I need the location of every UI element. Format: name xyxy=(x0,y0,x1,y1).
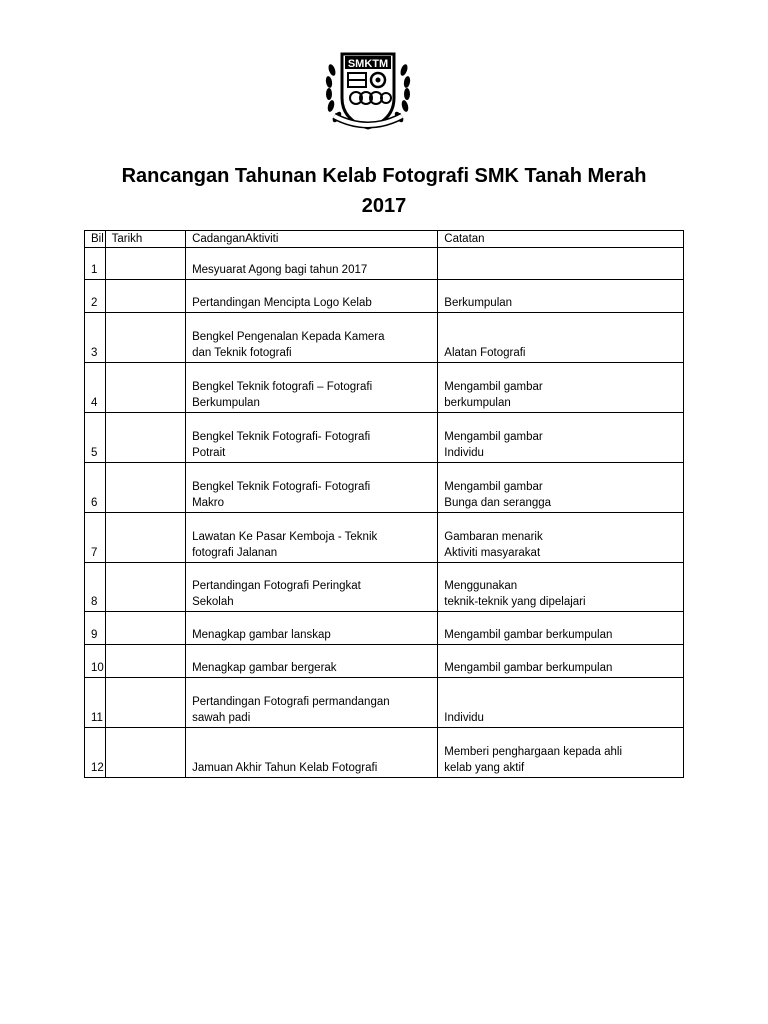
cell-tarikh xyxy=(105,463,185,513)
cell-catatan xyxy=(438,413,684,463)
cell-tarikh xyxy=(105,313,185,363)
cell-bil: 11 xyxy=(85,678,106,728)
cell-tarikh xyxy=(105,728,185,778)
aktiviti-line: sawah padi xyxy=(192,712,251,724)
cell-tarikh xyxy=(105,563,185,612)
cell-catatan xyxy=(438,678,684,728)
aktiviti-line: Jamuan Akhir Tahun Kelab Fotografi xyxy=(192,762,378,774)
aktiviti-line: Bengkel Teknik fotografi – Fotografi xyxy=(192,381,373,393)
aktiviti-line: fotografi Jalanan xyxy=(192,547,278,559)
cell-tarikh xyxy=(105,513,185,563)
cell-cadangan-aktiviti xyxy=(186,563,438,612)
document-title: Rancangan Tahunan Kelab Fotografi SMK Tanah Merah xyxy=(121,165,647,187)
laurel-right-icon xyxy=(393,63,411,123)
cell-tarikh xyxy=(105,248,185,280)
table-row xyxy=(85,612,684,645)
table-header-row xyxy=(85,231,684,248)
cell-catatan xyxy=(438,728,684,778)
cell-cadangan-aktiviti xyxy=(186,463,438,513)
table-row xyxy=(85,563,684,612)
cell-cadangan-aktiviti xyxy=(186,363,438,413)
catatan-line: Bunga dan serangga xyxy=(444,497,552,509)
cell-cadangan-aktiviti xyxy=(186,612,438,645)
aktiviti-line: Sekolah xyxy=(192,596,234,608)
table-row xyxy=(85,413,684,463)
table-row xyxy=(85,280,684,313)
cell-catatan xyxy=(438,513,684,563)
cell-cadangan-aktiviti xyxy=(186,728,438,778)
cell-tarikh xyxy=(105,363,185,413)
cell-catatan xyxy=(438,645,684,678)
header-bil: Bil xyxy=(85,231,106,248)
cell-catatan xyxy=(438,280,684,313)
laurel-left-icon xyxy=(325,63,343,123)
activity-plan-table xyxy=(84,230,684,778)
catatan-line: teknik-teknik yang dipelajari xyxy=(444,596,586,608)
cell-bil: 2 xyxy=(85,280,106,313)
cell-cadangan-aktiviti xyxy=(186,280,438,313)
header-cadangan-aktiviti: CadanganAktiviti xyxy=(186,231,438,248)
aktiviti-line: Menagkap gambar bergerak xyxy=(192,662,337,674)
catatan-line: Individu xyxy=(444,447,484,459)
aktiviti-line: Berkumpulan xyxy=(192,397,260,409)
aktiviti-line: dan Teknik fotografi xyxy=(192,347,292,359)
table-row xyxy=(85,363,684,413)
catatan-line: kelab yang aktif xyxy=(444,762,525,774)
cell-cadangan-aktiviti xyxy=(186,645,438,678)
cell-bil: 12 xyxy=(85,728,106,778)
cell-bil: 8 xyxy=(85,563,106,612)
catatan-line: Alatan Fotografi xyxy=(444,347,526,359)
cell-cadangan-aktiviti xyxy=(186,248,438,280)
header-tarikh: Tarikh xyxy=(105,231,185,248)
table-row xyxy=(85,645,684,678)
cell-catatan xyxy=(438,563,684,612)
cell-cadangan-aktiviti xyxy=(186,678,438,728)
aktiviti-line: Makro xyxy=(192,497,225,509)
cell-bil: 9 xyxy=(85,612,106,645)
cell-tarikh xyxy=(105,612,185,645)
aktiviti-line: Pertandingan Fotografi permandangan xyxy=(192,696,390,708)
cell-bil: 5 xyxy=(85,413,106,463)
cell-catatan xyxy=(438,612,684,645)
catatan-line: Mengambil gambar berkumpulan xyxy=(444,662,613,674)
aktiviti-line: Potrait xyxy=(192,447,226,459)
catatan-line: Berkumpulan xyxy=(444,297,513,309)
aktiviti-line: Mesyuarat Agong bagi tahun 2017 xyxy=(192,264,368,276)
cell-bil: 6 xyxy=(85,463,106,513)
aktiviti-line: Lawatan Ke Pasar Kemboja - Teknik xyxy=(192,531,378,543)
catatan-line: Mengambil gambar xyxy=(444,431,543,443)
catatan-line: Mengambil gambar xyxy=(444,481,543,493)
table-row xyxy=(85,313,684,363)
cell-cadangan-aktiviti xyxy=(186,413,438,463)
cell-bil: 10 xyxy=(85,645,106,678)
cell-tarikh xyxy=(105,413,185,463)
catatan-line: Individu xyxy=(444,712,484,724)
catatan-line: Menggunakan xyxy=(444,580,518,592)
catatan-line: Mengambil gambar xyxy=(444,381,543,393)
catatan-line: berkumpulan xyxy=(444,397,511,409)
aktiviti-line: Bengkel Teknik Fotografi- Fotografi xyxy=(192,481,371,493)
table-row xyxy=(85,728,684,778)
table-row xyxy=(85,513,684,563)
cell-catatan xyxy=(438,463,684,513)
aktiviti-line: Menagkap gambar lanskap xyxy=(192,629,331,641)
cell-bil: 1 xyxy=(85,248,106,280)
cell-bil: 4 xyxy=(85,363,106,413)
school-crest-logo xyxy=(322,48,414,134)
cell-cadangan-aktiviti xyxy=(186,313,438,363)
crest-acronym: SMKTM xyxy=(347,58,389,70)
table-row xyxy=(85,248,684,280)
cell-bil: 7 xyxy=(85,513,106,563)
cell-cadangan-aktiviti xyxy=(186,513,438,563)
table-row xyxy=(85,463,684,513)
aktiviti-line: Bengkel Teknik Fotografi- Fotografi xyxy=(192,431,371,443)
cell-catatan xyxy=(438,363,684,413)
aktiviti-line: Pertandingan Mencipta Logo Kelab xyxy=(192,297,372,309)
cell-catatan xyxy=(438,313,684,363)
table-row xyxy=(85,678,684,728)
cell-tarikh xyxy=(105,645,185,678)
cell-tarikh xyxy=(105,678,185,728)
aktiviti-line: Bengkel Pengenalan Kepada Kamera xyxy=(192,331,385,343)
header-catatan: Catatan xyxy=(438,231,684,248)
document-year: 2017 xyxy=(361,195,407,217)
cell-catatan xyxy=(438,248,684,280)
catatan-line: Memberi penghargaan kepada ahli xyxy=(444,746,623,758)
aktiviti-line: Pertandingan Fotografi Peringkat xyxy=(192,580,361,592)
cell-tarikh xyxy=(105,280,185,313)
cell-bil: 3 xyxy=(85,313,106,363)
catatan-line: Mengambil gambar berkumpulan xyxy=(444,629,613,641)
catatan-line: Aktiviti masyarakat xyxy=(444,547,541,559)
catatan-line: Gambaran menarik xyxy=(444,531,543,543)
